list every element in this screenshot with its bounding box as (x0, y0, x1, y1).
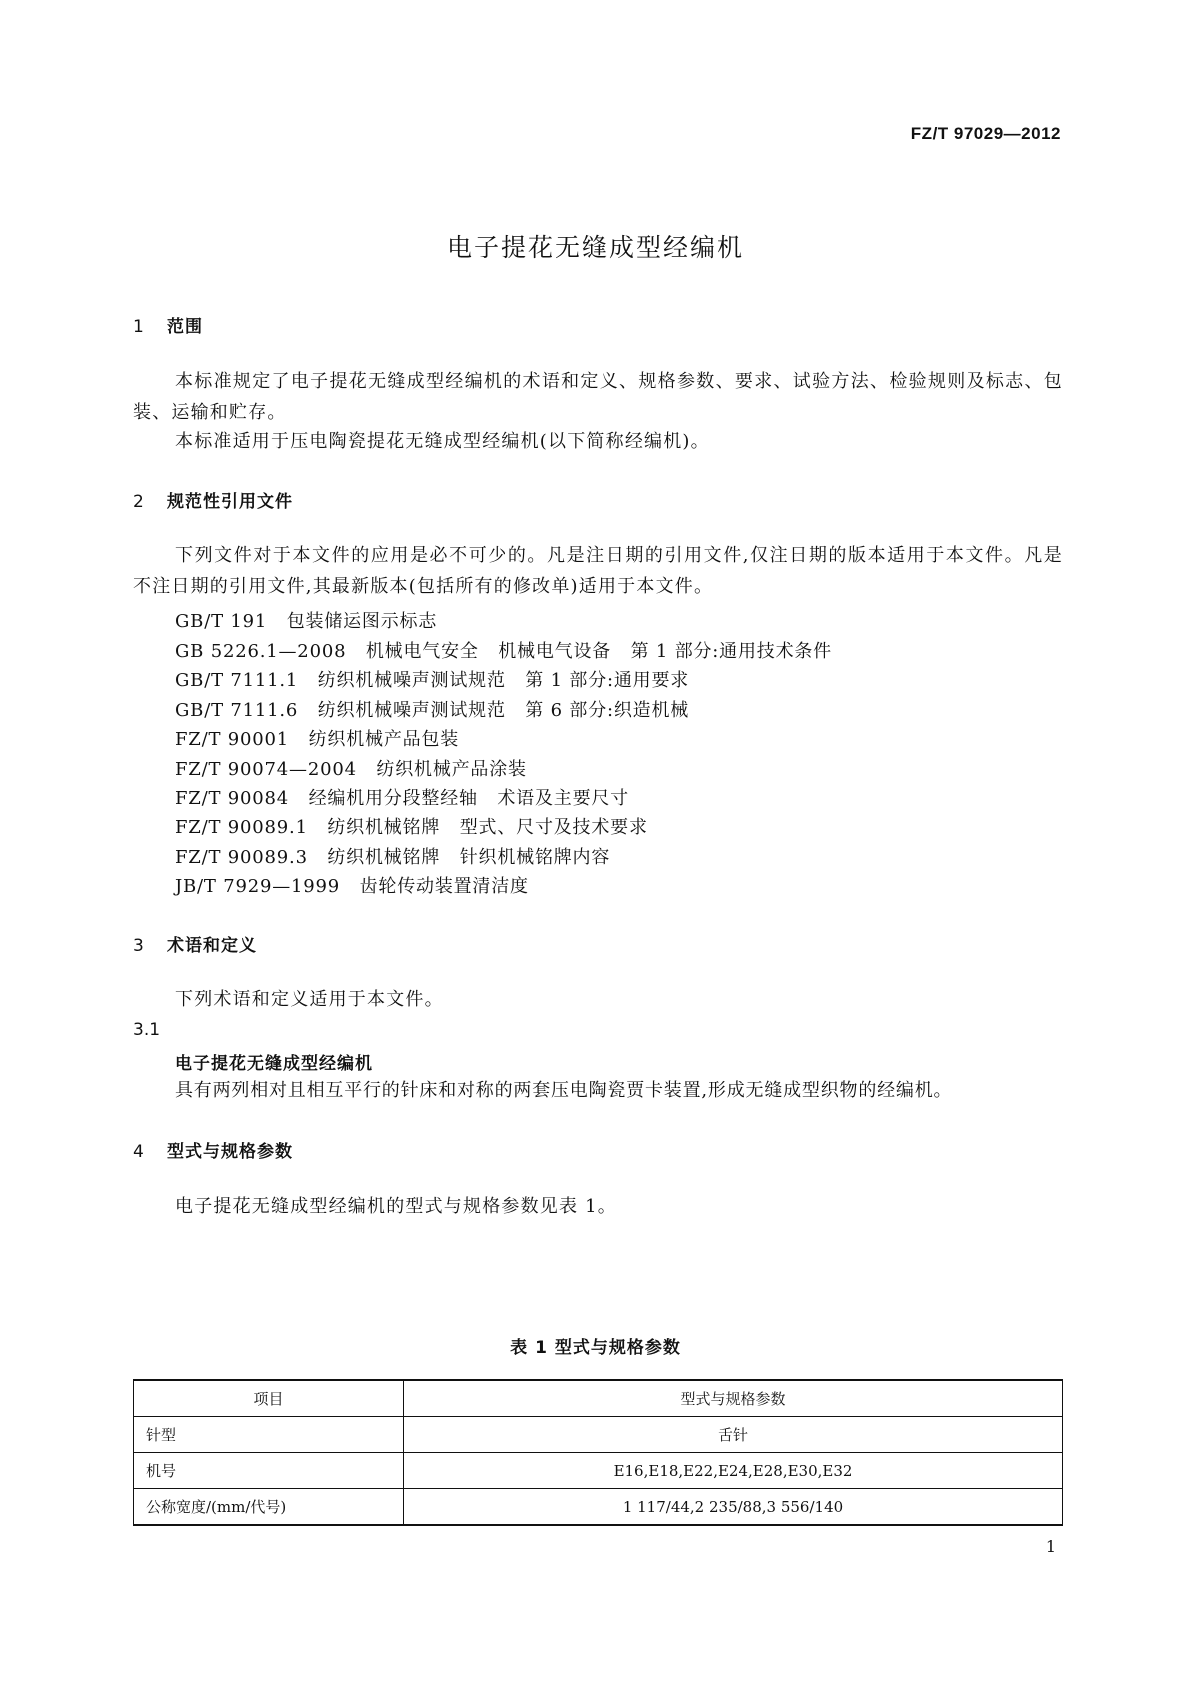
table-row (134, 1453, 1063, 1489)
section-1-paragraph-2: 本标准适用于压电陶瓷提花无缝成型经编机(以下简称经编机)。 (175, 431, 710, 452)
table-row (134, 1489, 1063, 1526)
section-1-heading (133, 312, 203, 337)
page-number: 1 (1045, 1537, 1056, 1556)
reference-item: FZ/T 90089.3 纺织机械铭牌 针织机械铭牌内容 (175, 847, 611, 868)
reference-item: JB/T 7929—1999 齿轮传动装置清洁度 (175, 876, 529, 897)
table-caption: 表 1 型式与规格参数 (510, 1338, 681, 1358)
table-cell-value: 1 117/44,2 235/88,3 556/140 (404, 1489, 1063, 1526)
table-cell-value: E16,E18,E22,E24,E28,E30,E32 (404, 1453, 1063, 1489)
term-name: 电子提花无缝成型经编机 (175, 1054, 373, 1074)
section-4-paragraph-1: 电子提花无缝成型经编机的型式与规格参数见表 1。 (175, 1196, 617, 1217)
table-cell-value: 舌针 (404, 1417, 1063, 1453)
term-definition: 具有两列相对且相互平行的针床和对称的两套压电陶瓷贾卡装置,形成无缝成型织物的经编机。 (175, 1080, 953, 1101)
section-number: 2 (133, 492, 145, 512)
section-title: 规范性引用文件 (167, 492, 293, 512)
section-1-paragraph-1: 本标准规定了电子提花无缝成型经编机的术语和定义、规格参数、要求、试验方法、检验规则及标志、包装、运输和贮存。 (133, 371, 1063, 423)
reference-item: FZ/T 90001 纺织机械产品包装 (175, 729, 460, 750)
reference-item: GB/T 7111.6 纺织机械噪声测试规范 第 6 部分:织造机械 (175, 700, 690, 721)
section-number: 4 (133, 1142, 145, 1162)
page-title: 电子提花无缝成型经编机 (446, 233, 744, 262)
section-3-heading (133, 931, 257, 956)
reference-item: FZ/T 90074—2004 纺织机械产品涂装 (175, 759, 527, 780)
table-cell-item: 公称宽度/(mm/代号) (134, 1489, 404, 1526)
section-4-heading (133, 1137, 293, 1162)
table-cell-item: 机号 (134, 1453, 404, 1489)
spec-table (133, 1379, 1063, 1526)
reference-item: FZ/T 90084 经编机用分段整经轴 术语及主要尺寸 (175, 788, 629, 809)
table-header-cell: 项目 (134, 1380, 404, 1417)
table-header-row (134, 1380, 1063, 1417)
section-number: 1 (133, 317, 145, 337)
section-title: 术语和定义 (167, 936, 257, 956)
section-2-heading (133, 487, 293, 512)
table-cell-item: 针型 (134, 1417, 404, 1453)
document-number: FZ/T 97029—2012 (910, 124, 1061, 143)
reference-item: GB/T 7111.1 纺织机械噪声测试规范 第 1 部分:通用要求 (175, 670, 690, 691)
reference-item: GB/T 191 包装储运图示标志 (175, 611, 438, 632)
table-header-cell: 型式与规格参数 (404, 1380, 1063, 1417)
section-3-paragraph-1: 下列术语和定义适用于本文件。 (175, 989, 444, 1010)
reference-item: FZ/T 90089.1 纺织机械铭牌 型式、尺寸及技术要求 (175, 817, 648, 838)
section-title: 范围 (167, 317, 203, 337)
table-row (134, 1417, 1063, 1453)
section-title: 型式与规格参数 (167, 1142, 293, 1162)
section-2-paragraph-1: 下列文件对于本文件的应用是必不可少的。凡是注日期的引用文件,仅注日期的版本适用于本文件。凡是不注日期的引用文件,其最新版本(包括所有的修改单)适用于本文件。 (133, 545, 1063, 597)
reference-item: GB 5226.1—2008 机械电气安全 机械电气设备 第 1 部分:通用技术条件 (175, 641, 832, 662)
term-number: 3.1 (133, 1020, 161, 1040)
section-number: 3 (133, 936, 145, 956)
